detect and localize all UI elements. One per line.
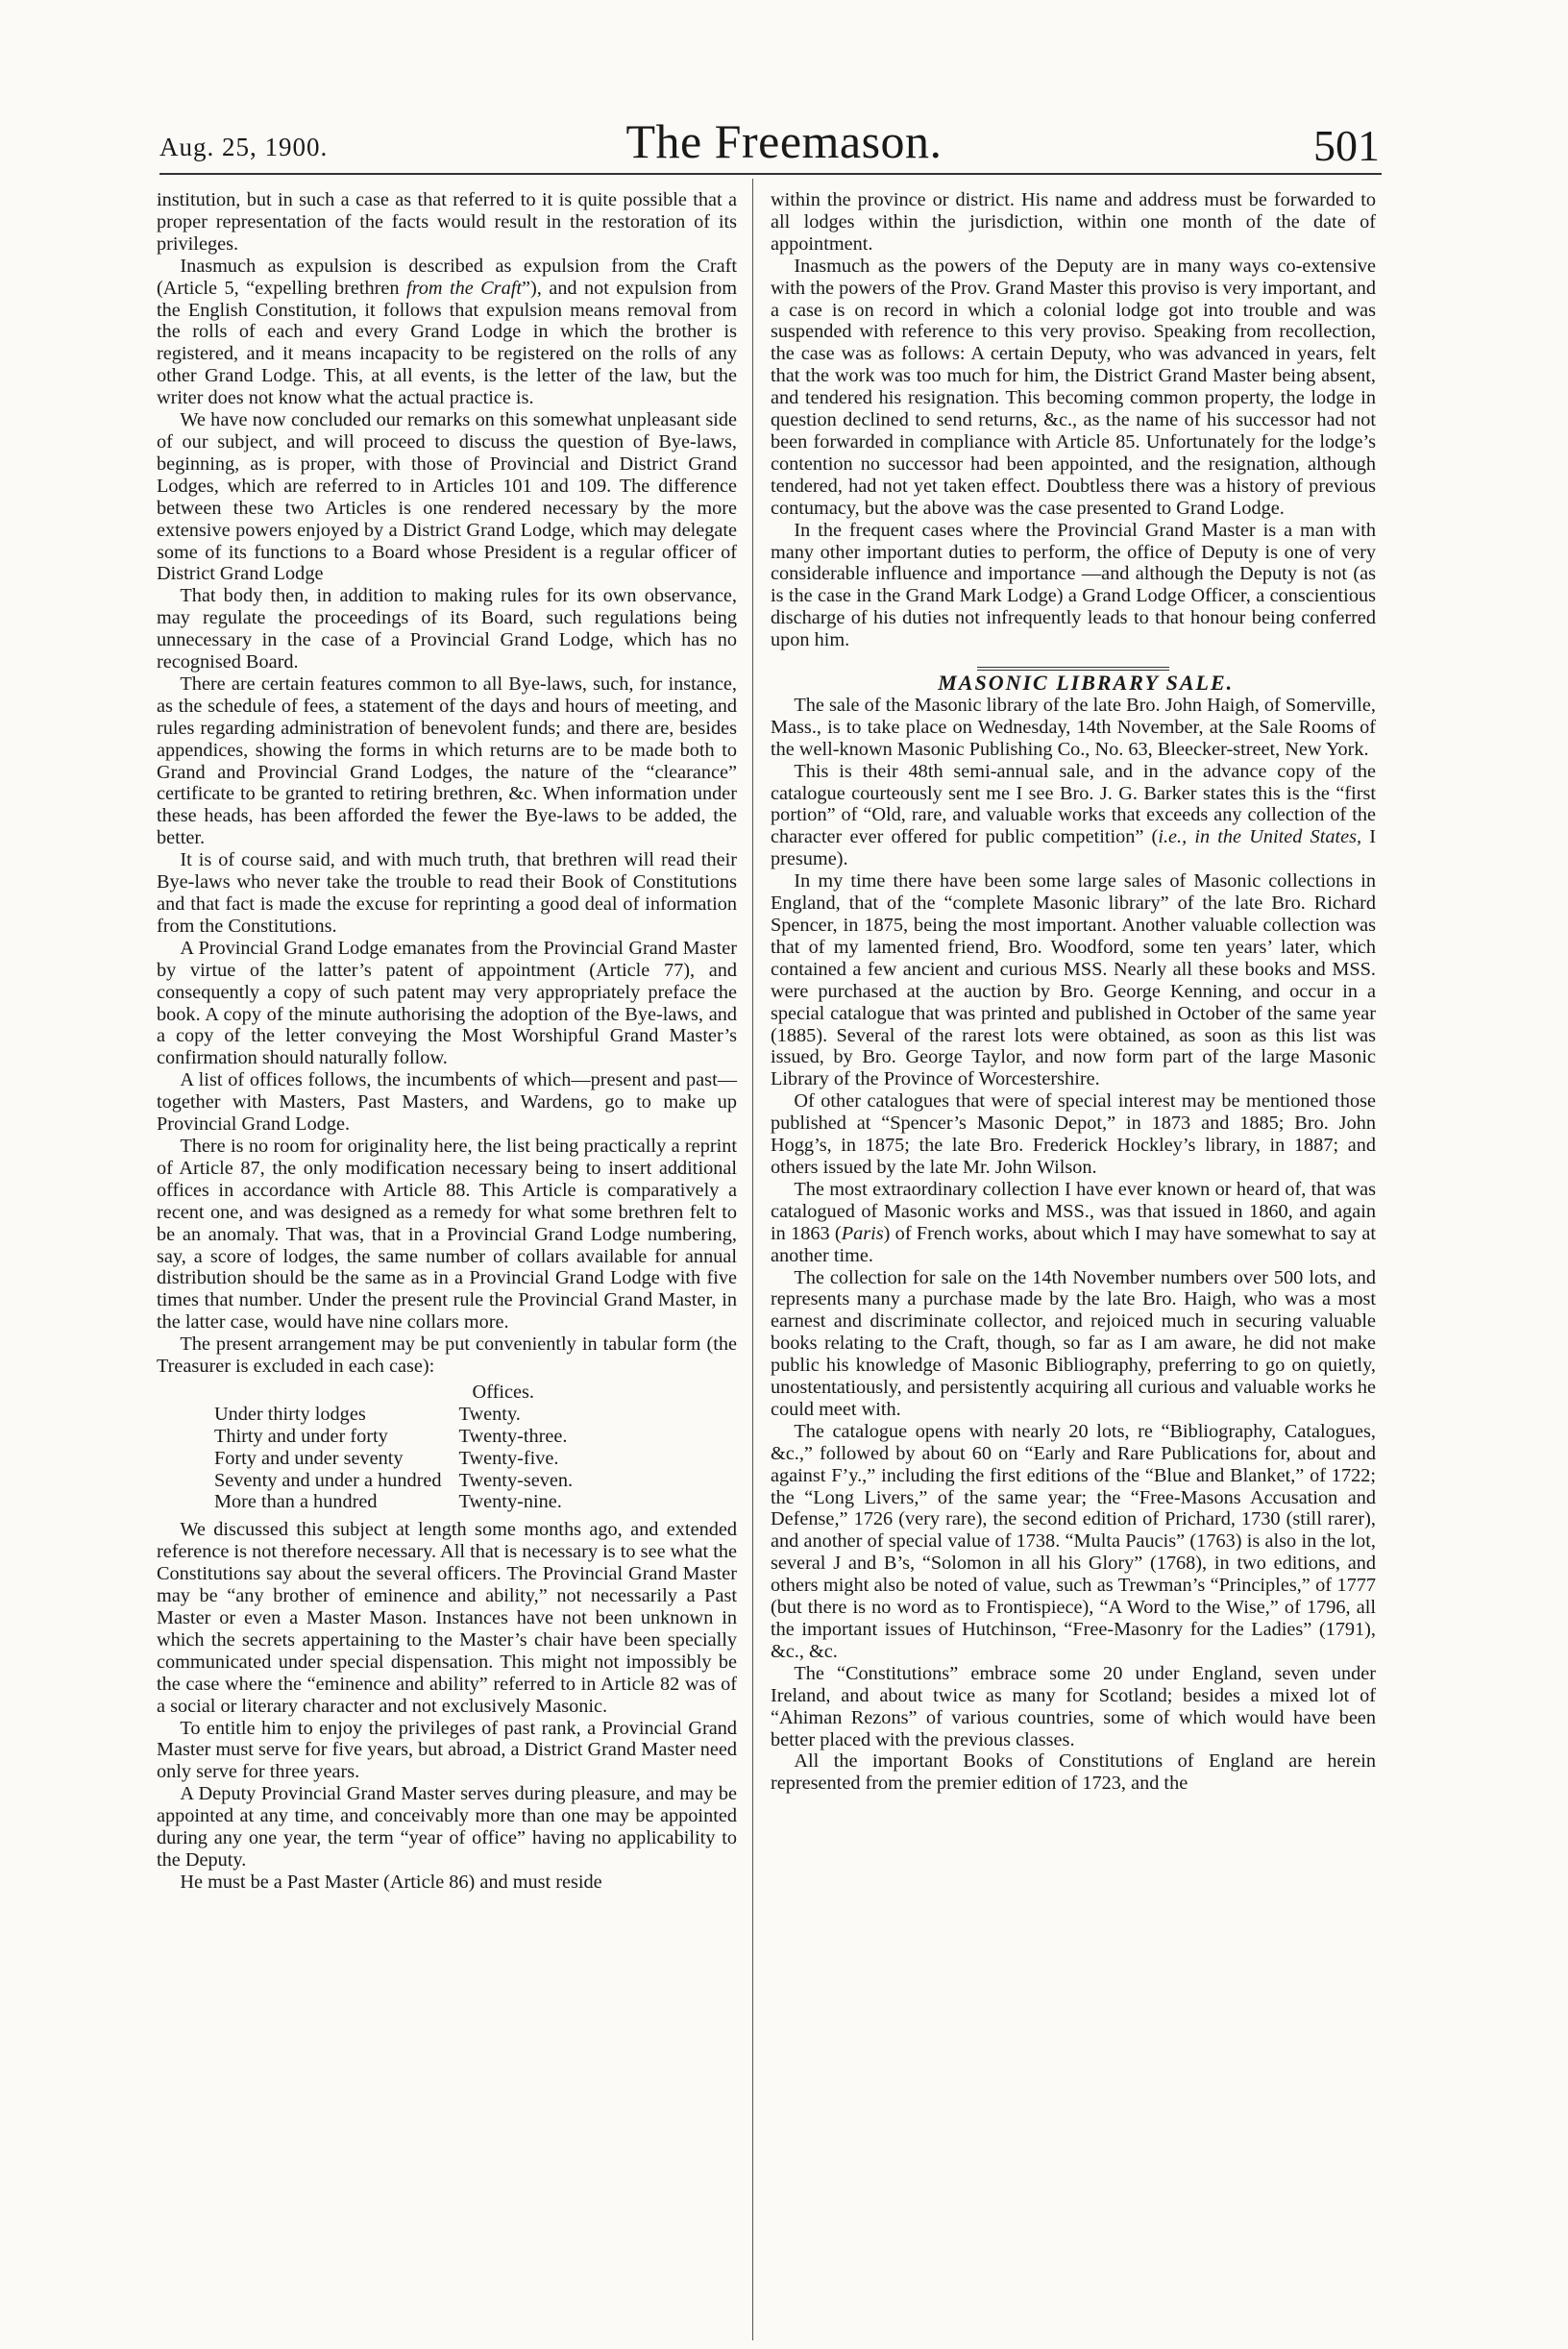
paragraph: There are certain features common to all Bye-laws, such, for instance, as the schedule of fees, a statement of the days and hours of meeting, and rules regarding administration of benevolent funds; and there are, besides appendices, showing the forms in which returns are to be made both to Grand and Provincial Grand Lodges, the nature of the “clearance” certificate to be granted to retiring brethren, &c. When information under these heads, has been afforded the fewer the Bye-laws to be added, the better. bbox=[157, 673, 737, 849]
paragraph: The “Constitutions” embrace some 20 under England, seven under Ireland, and about twice as many for Scotland; besides a mixed lot of “Ahiman Rezons” of various countries, some of which would have been better placed with the previous classes. bbox=[771, 1662, 1376, 1750]
table-cell: Twenty-seven. bbox=[458, 1469, 574, 1491]
paragraph: The present arrangement may be put conveniently in tabular form (the Treasurer is excluded in each case): bbox=[157, 1334, 737, 1378]
table-row bbox=[214, 1470, 576, 1492]
paragraph: It is of course said, and with much truth, that brethren will read their Bye-laws who never take the trouble to read their Book of Constitutions and that fact is made the excuse for reprinting a good deal of information from the Constitutions. bbox=[157, 849, 737, 937]
paragraph: Inasmuch as expulsion is described as expulsion from the Craft (Article 5, “expelling brethren from the Craft”), and not expulsion from the English Constitution, it follows that expulsion means removal from the rolls of each and every Grand Lodge in which the brother is registered, and it means incapacity to be registered on the rolls of any other Grand Lodge. This, at all events, is the letter of the law, but the writer does not know what the actual practice is. bbox=[157, 255, 737, 409]
paragraph: We discussed this subject at length some months ago, and extended reference is not therefore necessary. All that is necessary is to see what the Constitutions say about the several officers. The Provincial Grand Master may be “any brother of eminence and ability,” not necessarily a Past Master or even a Master Mason. Instances have not been unknown in which the secrets appertaining to the Master’s chair have been specially communicated under special dispensation. This might not impossibly be the case where the “eminence and ability” referred to in Article 82 was of a social or literary character and not exclusively Masonic. bbox=[157, 1519, 737, 1717]
paragraph: There is no room for originality here, the list being practically a reprint of Article 87, the only modification necessary being to insert additional offices in accordance with Article 88. This Article is comparatively a recent one, and was designed as a remedy for what some brethren felt to be an anomaly. That was, that in a Provincial Grand Lodge numbering, say, a score of lodges, the same number of collars available for annual distribution should be the same as in a Provincial Grand Lodge with five times that number. Under the present rule the Provincial Grand Master, in the latter case, would have nine collars more. bbox=[157, 1135, 737, 1334]
issue-date: Aug. 25, 1900. bbox=[159, 133, 329, 161]
table-cell: Twenty-five. bbox=[458, 1447, 559, 1469]
paragraph: within the province or district. His name and address must be forwarded to all lodges within the jurisdiction, within one month of the date of appointment. bbox=[771, 189, 1376, 255]
paragraph: Of other catalogues that were of special interest may be mentioned those published at “Spencer’s Masonic Depot,” in 1873 and 1885; Bro. John Hogg’s, in 1875; the late Bro. Frederick Hockley’s library, in 1887; and others issued by the late Mr. John Wilson. bbox=[771, 1090, 1376, 1178]
paragraph: The most extraordinary collection I have ever known or heard of, that was catalogued of Masonic works and MSS., was that issued in 1860, and again in 1863 (Paris) of French works, about which I may have somewhat to say at another time. bbox=[771, 1178, 1377, 1266]
table-cell: Twenty-nine. bbox=[458, 1491, 562, 1513]
paragraph: Inasmuch as the powers of the Deputy are in many ways co-extensive with the powers of the Prov. Grand Master this proviso is very important, and a case is on record in which a colonial lodge got into trouble and was suspended with reference to this very proviso. Speaking from recollection, the case was as follows: A certain Deputy, who was advanced in years, felt that the work was too much for him, the District Grand Master being absent, and tendered his resignation. This becoming common property, the lodge in question declined to send returns, &c., as the name of his successor had not been forwarded in compliance with Article 85. Unfortunately for the lodge’s contention no successor had been appointed, and the resignation, although tendered, had not yet taken effect. Doubtless there was a history of previous contumacy, but the above was the case presented to Grand Lodge. bbox=[771, 255, 1376, 519]
table-row bbox=[214, 1404, 576, 1426]
paragraph: institution, but in such a case as that referred to it is quite possible that a proper representation of the facts would result in the restoration of its privileges. bbox=[157, 189, 737, 255]
table-cell: Under thirty lodges bbox=[214, 1403, 366, 1425]
newspaper-title: The Freemason. bbox=[625, 114, 943, 168]
paragraph: In my time there have been some large sales of Masonic collections in England, that of the “complete Masonic library” of the late Bro. Richard Spencer, in 1875, being the most important. Another valuable collection was that of my lamented friend, Bro. Woodford, some ten years’ later, which contained a few ancient and curious MSS. Nearly all these books and MSS. were purchased at the auction by Bro. George Kenning, and occur in a special catalogue that was printed and published in October of the same year (1885). Several of the rarest lots were obtained, as soon as this list was issued, by Bro. George Taylor, and now form part of the large Masonic Library of the Province of Worcestershire. bbox=[771, 870, 1376, 1090]
header-rule bbox=[159, 173, 1382, 175]
paragraph: A Provincial Grand Lodge emanates from the Provincial Grand Master by virtue of the latter’s patent of appointment (Article 77), and consequently a copy of such patent may very appropriately preface the book. A copy of the minute authorising the adoption of the Bye-laws, and a copy of the letter conveying the Most Worshipful Grand Master’s confirmation should naturally follow. bbox=[157, 937, 737, 1069]
paragraph: To entitle him to enjoy the privileges of past rank, a Provincial Grand Master must serve for five years, but abroad, a District Grand Master need only serve for three years. bbox=[157, 1717, 737, 1783]
table-cell: Twenty-three. bbox=[458, 1425, 568, 1447]
paragraph: He must be a Past Master (Article 86) and must reside bbox=[180, 1871, 602, 1893]
column-rule bbox=[752, 179, 753, 2340]
table-row bbox=[214, 1491, 576, 1513]
table-cell: More than a hundred bbox=[214, 1491, 378, 1513]
table-row bbox=[214, 1426, 576, 1448]
paragraph: The sale of the Masonic library of the late Bro. John Haigh, of Somerville, Mass., is to take place on Wednesday, 14th November, at the Sale Rooms of the well-known Masonic Publishing Co., No. 63, Bleecker-street, New York. bbox=[771, 694, 1376, 760]
table-row bbox=[214, 1448, 576, 1470]
table-header: Offices. bbox=[472, 1381, 534, 1403]
masthead bbox=[0, 0, 1568, 170]
paragraph: That body then, in addition to making rules for its own observance, may regulate the proceedings of its Board, such regulations being unnecessary in the case of a Provincial Grand Lodge, which has no recognised Board. bbox=[157, 585, 737, 673]
paragraph: The catalogue opens with nearly 20 lots, re “Bibliography, Catalogues, &c.,” followed by about 60 on “Early and Rare Publications for, about and against F’y.,” including the first editions of the “Blue and Blanket,” of 1722; the “Long Livers,” of the same year; the “Free-Masons Accusation and Defense,” 1726 (very rare), the second edition of Prichard, 1730 (still rarer), and another of special value of 1738. “Multa Paucis” (1763) is also in the lot, several J and B’s, “Solomon in all his Glory” (1768), in two editions, and others might also be noted of value, such as Trewman’s “Principles,” of 1777 (but there is no word as to Frontispiece), “A Word to the Wise,” of 1796, all the important issues of Hutchinson, “Free-Masonry for the Ladies” (1791), &c., &c. bbox=[771, 1420, 1376, 1662]
table-cell: Twenty. bbox=[458, 1403, 521, 1425]
right-column bbox=[771, 189, 1376, 1795]
paragraph: This is their 48th semi-annual sale, and in the advance copy of the catalogue courteously sent me I see Bro. J. G. Barker states this is the “first portion” of “Old, rare, and valuable works that exceeds any collection of the character ever offered for public competition” (i.e., in the United States, I presume). bbox=[771, 760, 1376, 870]
page-number: 501 bbox=[1313, 121, 1380, 170]
paragraph: A Deputy Provincial Grand Master serves during pleasure, and may be appointed at any time, and conceivably more than one may be appointed during any one year, the term “year of office” having no applicability to the Deputy. bbox=[157, 1783, 737, 1871]
table-cell: Thirty and under forty bbox=[214, 1425, 388, 1447]
offices-table bbox=[214, 1382, 576, 1513]
table-cell: Seventy and under a hundred bbox=[214, 1469, 442, 1491]
section-title: MASONIC LIBRARY SALE. bbox=[938, 671, 1235, 696]
table-cell: Forty and under seventy bbox=[214, 1447, 404, 1469]
paragraph: We have now concluded our remarks on this somewhat unpleasant side of our subject, and will proceed to discuss the question of Bye-laws, beginning, as is proper, with those of Provincial and District Grand Lodges, which are referred to in Articles 101 and 109. The difference between these two Articles is one rendered necessary by the more extensive powers enjoyed by a District Grand Lodge, which may delegate some of its functions to a Board whose President is a regular officer of District Grand Lodge bbox=[157, 409, 737, 585]
left-column bbox=[157, 189, 737, 1894]
paragraph: The collection for sale on the 14th November numbers over 500 lots, and represents many a purchase made by the late Bro. Haigh, who was a most earnest and discriminate collector, and rejoiced much in securing valuable books relating to the Craft, though, so far as I am aware, he did not make public his knowledge of Masonic Bibliography, preferring to go on quietly, unostentatiously, and persistently acquiring all curious and valuable works he could meet with. bbox=[771, 1266, 1376, 1420]
paragraph: A list of offices follows, the incumbents of which—present and past—together with Masters, Past Masters, and Wardens, go to make up Provincial Grand Lodge. bbox=[157, 1069, 737, 1136]
table-header-row bbox=[214, 1382, 576, 1404]
paragraph: All the important Books of Constitutions of England are herein represented from the premier edition of 1723, and the bbox=[771, 1750, 1376, 1795]
paragraph: In the frequent cases where the Provincial Grand Master is a man with many other important duties to perform, the office of Deputy is one of very considerable influence and importance —and although the Deputy is not (as is the case in the Grand Mark Lodge) a Grand Lodge Officer, a conscientious discharge of his duties not infrequently leads to that honour being conferred upon him. bbox=[771, 519, 1376, 651]
